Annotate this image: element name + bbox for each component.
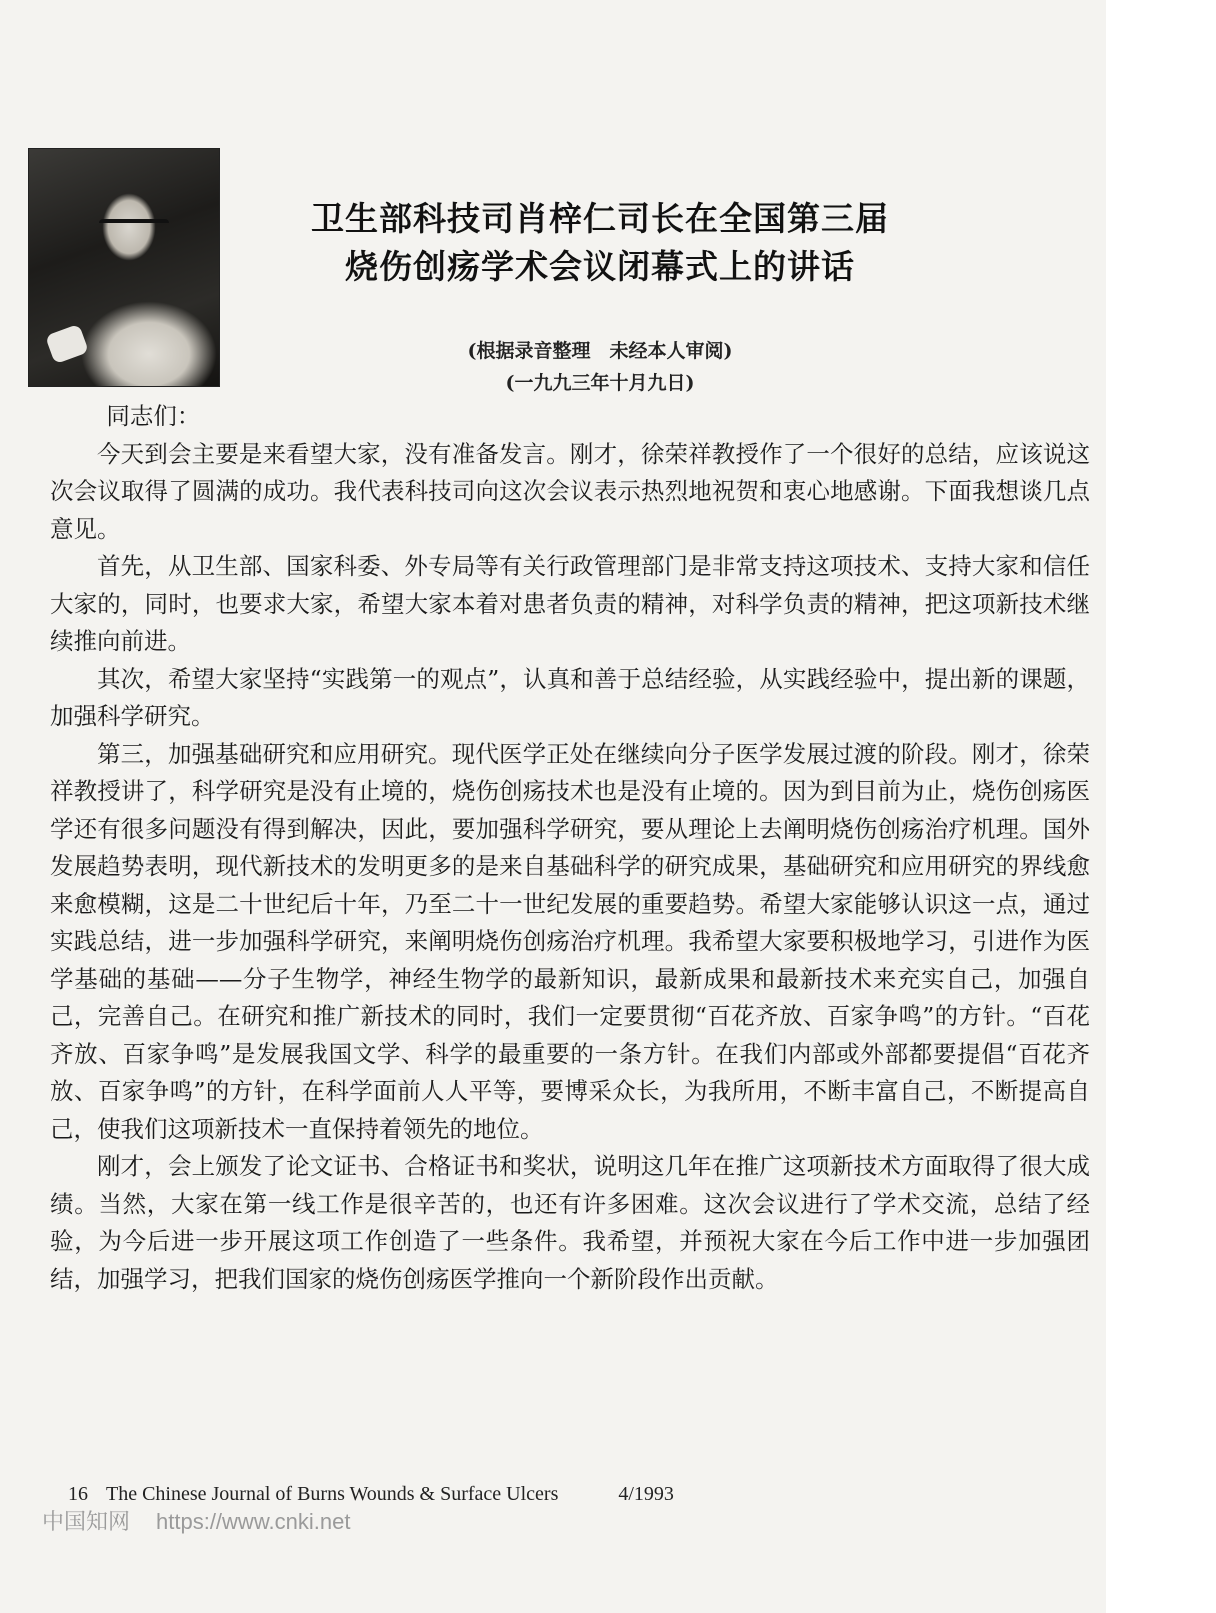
salutation: 同志们： <box>106 402 201 430</box>
watermark-site-name: 中国知网 <box>42 1509 131 1534</box>
page-number: 16 <box>68 1483 88 1505</box>
speaker-photo <box>28 148 220 387</box>
paragraph-2: 首先，从卫生部、国家科委、外专局等有关行政管理部门是非常支持这项技术、支持大家和信任大家的，同时，也要求大家，希望大家本着对患者负责的精神，对科学负责的精神，把这项新技术继续推向前进。 <box>50 552 1090 655</box>
page-margin <box>1106 0 1216 1613</box>
paragraph-5: 刚才，会上颁发了论文证书、合格证书和奖状，说明这几年在推广这项新技术方面取得了很大成绩。当然，大家在第一线工作是很辛苦的，也还有许多困难。这次会议进行了学术交流，总结了经验，为今后进一步开展这项工作创造了一些条件。我希望，并预祝大家在今后工作中进一步加强团结，加强学习，把我们国家的烧伤创疡医学推向一个新阶段作出贡献。 <box>50 1152 1090 1293</box>
title-line-1: 卫生部科技司肖梓仁司长在全国第三届 <box>311 199 889 238</box>
glasses-shape <box>99 219 169 237</box>
article-title <box>230 195 970 291</box>
microphone-shape <box>45 324 89 365</box>
watermark-url: https://www.cnki.net <box>156 1509 351 1534</box>
article-subtitle <box>230 335 970 399</box>
paragraph-1: 今天到会主要是来看望大家，没有准备发言。刚才，徐荣祥教授作了一个很好的总结，应该说这次会议取得了圆满的成功。我代表科技司向这次会议表示热烈地祝贺和衷心地感谢。下面我想谈几点意见。 <box>50 439 1090 543</box>
paragraph-4: 第三，加强基础研究和应用研究。现代医学正处在继续向分子医学发展过渡的阶段。刚才，徐荣祥教授讲了，科学研究是没有止境的，烧伤创疡技术也是没有止境的。因为到目前为止，烧伤创疡医学还有很多问题没有得到解决，因此，要加强科学研究，要从理论上去阐明烧伤创疡治疗机理。国外发展趋势表明，现代新技术的发明更多的是来自基础科学的研究成果，基础研究和应用研究的界线愈来愈模糊，这是二十世纪后十年，乃至二十一世纪发展的重要趋势。希望大家能够认识这一点，通过实践总结，进一步加强科学研究，来阐明烧伤创疡治疗机理。我希望大家要积极地学习，引进作为医学基础的基础——分子生物学，神经生物学的最新知识，最新成果和最新技术来充实自己，加强自己，完善自己。在研究和推广新技术的同时，我们一定要贯彻“百花齐放、百家争鸣”的方针。“百花齐放、百家争鸣”是发展我国文学、科学的最重要的一条方针。在我们内部或外部都要提倡“百花齐放、百家争鸣”的方针，在科学面前人人平等，要博采众长，为我所用，不断丰富自己，不断提高自己，使我们这项新技术一直保持着领先的地位。 <box>50 739 1090 1143</box>
journal-name: The Chinese Journal of Burns Wounds & Surface Ulcers <box>106 1483 559 1505</box>
article-body <box>50 398 1090 1298</box>
journal-issue: 4/1993 <box>618 1483 674 1505</box>
speech-date: (一九九三年十月九日) <box>505 372 695 394</box>
transcription-note: (根据录音整理 未经本人审阅) <box>467 340 733 362</box>
paragraph-3: 其次，希望大家坚持“实践第一的观点”，认真和善于总结经验，从实践经验中，提出新的课题，加强科学研究。 <box>50 664 1090 730</box>
page-footer <box>68 1483 674 1506</box>
cnki-watermark <box>42 1505 350 1536</box>
title-line-2: 烧伤创疡学术会议闭幕式上的讲话 <box>345 247 855 286</box>
